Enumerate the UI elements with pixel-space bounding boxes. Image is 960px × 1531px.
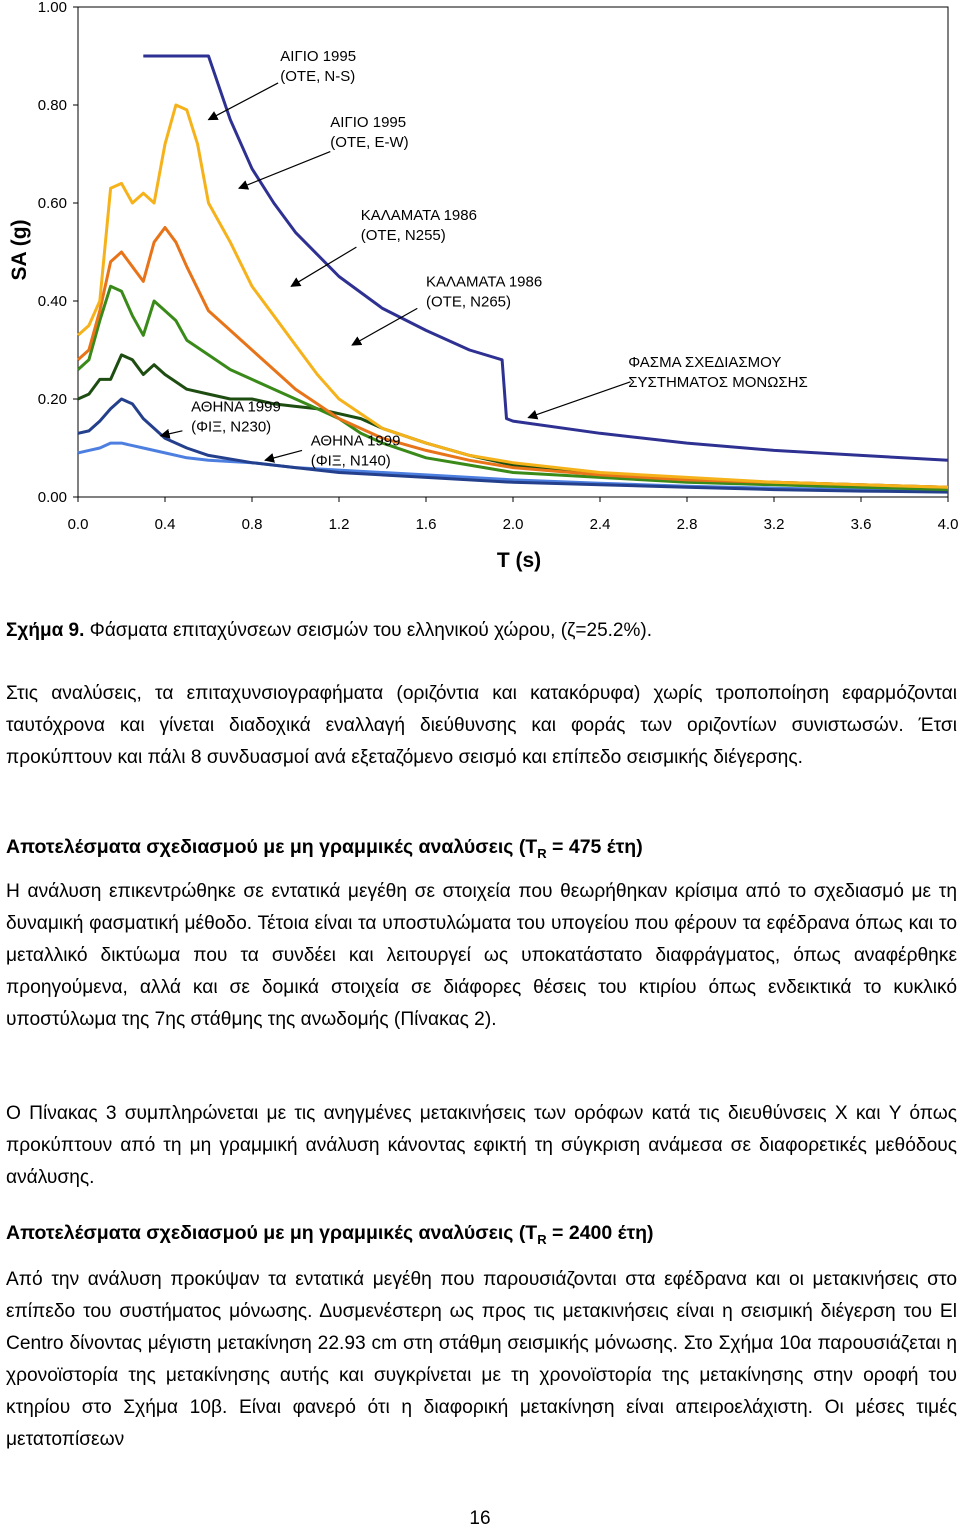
annotation-label: ΚΑΛΑΜΑΤΑ 1986 (ΟΤΕ, N255) — [360, 207, 477, 245]
heading-tr475 — [6, 836, 643, 861]
annotation-2 — [239, 114, 409, 188]
page-number: 16 — [469, 1508, 491, 1529]
y-tick-label: 0.00 — [37, 489, 67, 506]
x-tick-label: 2.4 — [589, 516, 611, 533]
annotation-6 — [161, 398, 281, 436]
y-tick-label: 0.20 — [37, 391, 67, 408]
annotation-arrow — [161, 431, 183, 436]
y-tick-label: 0.60 — [37, 195, 67, 212]
heading-tr2400-suffix: = 2400 έτη) — [546, 1222, 654, 1244]
annotation-5 — [528, 354, 808, 417]
y-tick-label: 1.00 — [37, 0, 67, 16]
figure-caption — [6, 620, 652, 642]
x-tick-label: 0.8 — [241, 516, 263, 533]
y-axis-label: SA (g) — [8, 219, 31, 281]
y-tick-label: 0.40 — [37, 293, 67, 310]
annotation-label: ΚΑΛΑΜΑΤΑ 1986 (ΟΤΕ, N265) — [426, 273, 543, 311]
heading-tr475-suffix: = 475 έτη) — [546, 836, 643, 858]
annotation-4 — [352, 273, 542, 345]
series-line-2 — [78, 228, 948, 488]
heading-tr475-prefix: Αποτελέσματα σχεδιασμού με μη γραμμικές αναλύσεις (T — [6, 836, 538, 858]
annotation-label: ΑΘΗΝΑ 1999 (ΦΙΞ, N230) — [191, 398, 281, 436]
x-tick-label: 2.0 — [502, 516, 524, 533]
x-tick-label: 4.0 — [937, 516, 959, 533]
x-tick-label: 1.6 — [415, 516, 437, 533]
annotation-label: ΦΑΣΜΑ ΣΧΕΔΙΑΣΜΟΥ ΣΥΣΤΗΜΑΤΟΣ ΜΟΝΩΣΗΣ — [628, 354, 808, 392]
response-spectra-chart — [0, 0, 960, 580]
annotation-layer — [161, 48, 808, 470]
x-tick-label: 2.8 — [676, 516, 698, 533]
figure-caption-text: Φάσματα επιταχύνσεων σεισμών του ελληνικού χώρου, (ζ=25.2%). — [84, 620, 652, 641]
x-tick-label: 0.0 — [67, 516, 89, 533]
annotation-label: ΑΘΗΝΑ 1999 (ΦΙΞ, N140) — [310, 432, 401, 470]
figure-caption-label: Σχήμα 9. — [6, 620, 85, 641]
x-tick-label: 0.4 — [154, 516, 176, 533]
x-axis-ticks — [68, 497, 959, 533]
y-axis-ticks — [38, 0, 78, 506]
annotation-7 — [265, 433, 400, 470]
heading-tr2400-prefix: Αποτελέσματα σχεδιασμού με μη γραμμικές αναλύσεις (T — [6, 1222, 538, 1244]
paragraph-1: Στις αναλύσεις, τα επιταχυνσιογραφήματα (οριζόντια και κατακόρυφα) χωρίς τροποποίηση εφαρμόζονται ταυτόχρονα και γίνεται διαδοχικά εναλλαγή διεύθυνσης και φοράς των οριζοντίων συνιστωσών. Έτσι προκύπτουν και πάλι 8 συνδυασμοί ανά εξεταζόμενο σεισμό και επίπεδο σεισμικής διέγερσης. — [6, 683, 957, 768]
paragraph-2: Η ανάλυση επικεντρώθηκε σε εντατικά μεγέθη σε στοιχεία που θεωρήθηκαν κρίσιμα από το σχεδιασμό με τη δυναμική φασματική μέθοδο. Τέτοια είναι τα υποστυλώματα του υπογείου που φέρουν τα εφέδρανα όπως και το μεταλλικό δικτύωμα που τα συνδέει και λειτουργεί ως υποκατάστατο διαφράγματος, όπως αναφέρθηκε προηγούμενα, αλλά και σε δομικά στοιχεία σε διάφορες θέσεις του κτιρίου όπως ενδεικτικά το κυκλικό υποστύλωμα της 7ης στάθμης της ανωδομής (Πίνακας 2). — [6, 881, 957, 1030]
heading-tr475-subscript: R — [537, 845, 547, 861]
annotation-label: ΑΙΓΙΟ 1995 (ΟΤΕ, N-S) — [280, 47, 357, 85]
annotation-arrow — [352, 308, 417, 345]
x-tick-label: 3.6 — [850, 516, 872, 533]
heading-tr2400 — [6, 1222, 654, 1247]
paragraph-4: Από την ανάλυση προκύψαν τα εντατικά μεγέθη που παρουσιάζονται στα εφέδρανα και οι μετακινήσεις στο επίπεδο του συστήματος μόνωσης. Δυσμενέστερη ως προς τις μετακινήσεις είναι η σεισμική διέγερση του El Centro δίνοντας μέγιστη μετακίνηση 22.93 cm στη στάθμη σεισμικής μόνωσης. Στο Σχήμα 10α παρουσιάζεται η χρονοϊστορία της μετακίνησης αυτής και συγκρίνεται με τη χρονοϊστορία της μετακίνησης στην οροφή του κτηρίου στο Σχήμα 10β. Είναι φανερό ότι η διαφορική μετακίνηση είναι απειροελάχιστη. Οι μέσες τιμές μετατοπίσεων — [6, 1269, 957, 1450]
paragraph-3: Ο Πίνακας 3 συμπληρώνεται με τις ανηγμένες μετακινήσεις των ορόφων κατά τις διευθύνσεις X και Y όπως προκύπτουν από τη μη γραμμική ανάλυση κάνοντας εφικτή τη σύγκριση ανάμεσα σε διαφορετικές μεθόδους ανάλυσης. — [6, 1103, 957, 1188]
x-tick-label: 1.2 — [328, 516, 350, 533]
annotation-arrow — [265, 450, 302, 460]
heading-tr2400-subscript: R — [537, 1231, 547, 1247]
annotation-arrow — [528, 382, 630, 418]
x-tick-label: 3.2 — [763, 516, 785, 533]
annotation-label: ΑΙΓΙΟ 1995 (ΟΤΕ, E-W) — [330, 114, 409, 152]
y-tick-label: 0.80 — [37, 97, 67, 114]
annotation-1 — [209, 48, 357, 120]
x-axis-label: T (s) — [496, 549, 542, 572]
